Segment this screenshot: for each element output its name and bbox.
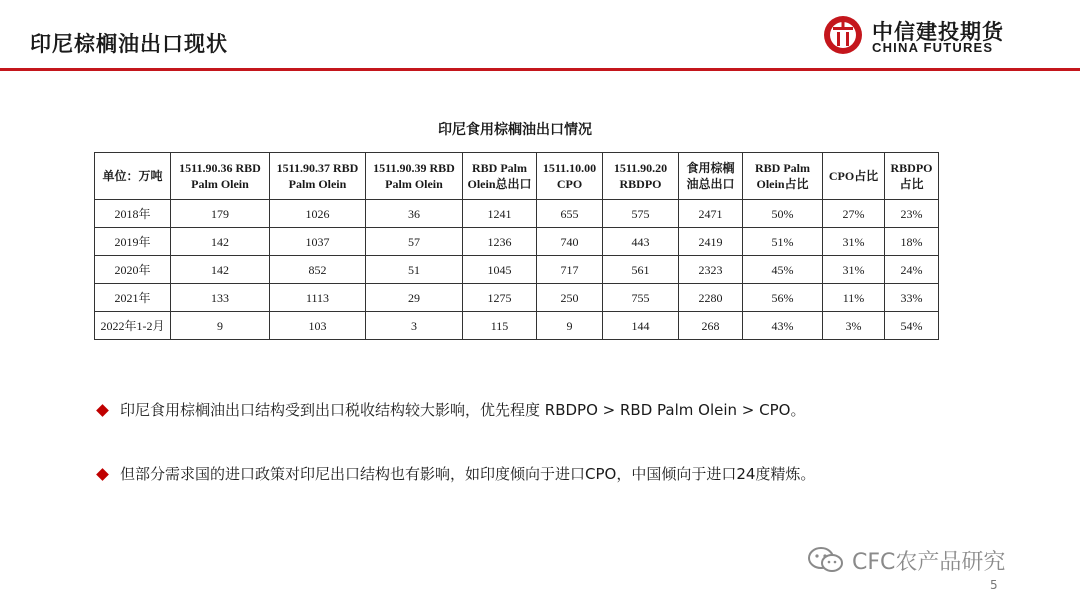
table-header-row bbox=[95, 153, 939, 200]
table-row bbox=[95, 200, 939, 228]
table-cell: 11% bbox=[823, 284, 885, 312]
header-col-2: 1511.90.37 RBD Palm Olein bbox=[270, 153, 366, 200]
table-cell: 56% bbox=[743, 284, 823, 312]
table-cell: 18% bbox=[885, 228, 939, 256]
logo-english-name: CHINA FUTURES bbox=[872, 40, 994, 55]
table-cell: 133 bbox=[171, 284, 270, 312]
table-cell: 1026 bbox=[270, 200, 366, 228]
table-cell: 9 bbox=[171, 312, 270, 340]
table-cell: 2280 bbox=[679, 284, 743, 312]
table-cell: 740 bbox=[537, 228, 603, 256]
row-label: 2022年1-2月 bbox=[95, 312, 171, 340]
table-cell: 43% bbox=[743, 312, 823, 340]
table-cell: 23% bbox=[885, 200, 939, 228]
table-row bbox=[95, 228, 939, 256]
citic-logo-icon bbox=[822, 14, 864, 56]
table-cell: 1045 bbox=[463, 256, 537, 284]
table-cell: 2419 bbox=[679, 228, 743, 256]
table-cell: 755 bbox=[603, 284, 679, 312]
header-unit: 单位：万吨 bbox=[95, 153, 171, 200]
table-row bbox=[95, 284, 939, 312]
table-row bbox=[95, 312, 939, 340]
header-col-4: RBD Palm Olein总出口 bbox=[463, 153, 537, 200]
table-cell: 717 bbox=[537, 256, 603, 284]
table-cell: 9 bbox=[537, 312, 603, 340]
row-label: 2018年 bbox=[95, 200, 171, 228]
diamond-bullet-icon bbox=[96, 468, 109, 481]
bullet-text: 但部分需求国的进口政策对印尼出口结构也有影响，如印度倾向于进口CPO，中国倾向于进口24度精炼。 bbox=[120, 465, 816, 483]
header-col-3: 1511.90.39 RBD Palm Olein bbox=[366, 153, 463, 200]
table-cell: 27% bbox=[823, 200, 885, 228]
page-number: 5 bbox=[990, 578, 998, 592]
export-table bbox=[94, 152, 939, 340]
table-row bbox=[95, 256, 939, 284]
header-col-5: 1511.10.00 CPO bbox=[537, 153, 603, 200]
header-col-6: 1511.90.20 RBDPO bbox=[603, 153, 679, 200]
diamond-bullet-icon bbox=[96, 404, 109, 417]
table-cell: 3% bbox=[823, 312, 885, 340]
header-col-1: 1511.90.36 RBD Palm Olein bbox=[171, 153, 270, 200]
row-label: 2021年 bbox=[95, 284, 171, 312]
table-cell: 54% bbox=[885, 312, 939, 340]
table-cell: 575 bbox=[603, 200, 679, 228]
table-cell: 103 bbox=[270, 312, 366, 340]
table-cell: 1241 bbox=[463, 200, 537, 228]
table-cell: 1236 bbox=[463, 228, 537, 256]
table-cell: 852 bbox=[270, 256, 366, 284]
table-cell: 57 bbox=[366, 228, 463, 256]
table-cell: 142 bbox=[171, 256, 270, 284]
table-cell: 2323 bbox=[679, 256, 743, 284]
logo-chinese-name: 中信建投期货 bbox=[872, 20, 1004, 44]
table-cell: 1275 bbox=[463, 284, 537, 312]
table-cell: 24% bbox=[885, 256, 939, 284]
table-cell: 45% bbox=[743, 256, 823, 284]
table-title: 印尼食用棕榈油出口情况 bbox=[438, 122, 592, 138]
company-logo bbox=[822, 14, 1012, 58]
table-cell: 142 bbox=[171, 228, 270, 256]
table-cell: 3 bbox=[366, 312, 463, 340]
table-cell: 31% bbox=[823, 228, 885, 256]
row-label: 2019年 bbox=[95, 228, 171, 256]
table-cell: 33% bbox=[885, 284, 939, 312]
header-divider bbox=[0, 68, 1080, 71]
table-cell: 51 bbox=[366, 256, 463, 284]
table-cell: 51% bbox=[743, 228, 823, 256]
header-col-7: 食用棕榈 油总出口 bbox=[679, 153, 743, 200]
header-col-8: RBD Palm Olein占比 bbox=[743, 153, 823, 200]
row-label: 2020年 bbox=[95, 256, 171, 284]
watermark-text: CFC农产品研究 bbox=[852, 550, 1006, 575]
table-cell: 50% bbox=[743, 200, 823, 228]
table-cell: 1037 bbox=[270, 228, 366, 256]
table-cell: 443 bbox=[603, 228, 679, 256]
table-cell: 31% bbox=[823, 256, 885, 284]
table-cell: 561 bbox=[603, 256, 679, 284]
table-cell: 2471 bbox=[679, 200, 743, 228]
table-cell: 1113 bbox=[270, 284, 366, 312]
table-cell: 179 bbox=[171, 200, 270, 228]
header-col-10: RBDPO 占比 bbox=[885, 153, 939, 200]
table-cell: 655 bbox=[537, 200, 603, 228]
table-cell: 36 bbox=[366, 200, 463, 228]
table-cell: 250 bbox=[537, 284, 603, 312]
wechat-icon bbox=[806, 545, 846, 575]
table-cell: 29 bbox=[366, 284, 463, 312]
header-col-9: CPO占比 bbox=[823, 153, 885, 200]
bullet-text: 印尼食用棕榈油出口结构受到出口税收结构较大影响，优先程度 RBDPO > RBD Palm Olein > CPO。 bbox=[120, 401, 806, 419]
table-cell: 268 bbox=[679, 312, 743, 340]
page-title: 印尼棕榈油出口现状 bbox=[30, 32, 228, 56]
table-cell: 144 bbox=[603, 312, 679, 340]
table-cell: 115 bbox=[463, 312, 537, 340]
